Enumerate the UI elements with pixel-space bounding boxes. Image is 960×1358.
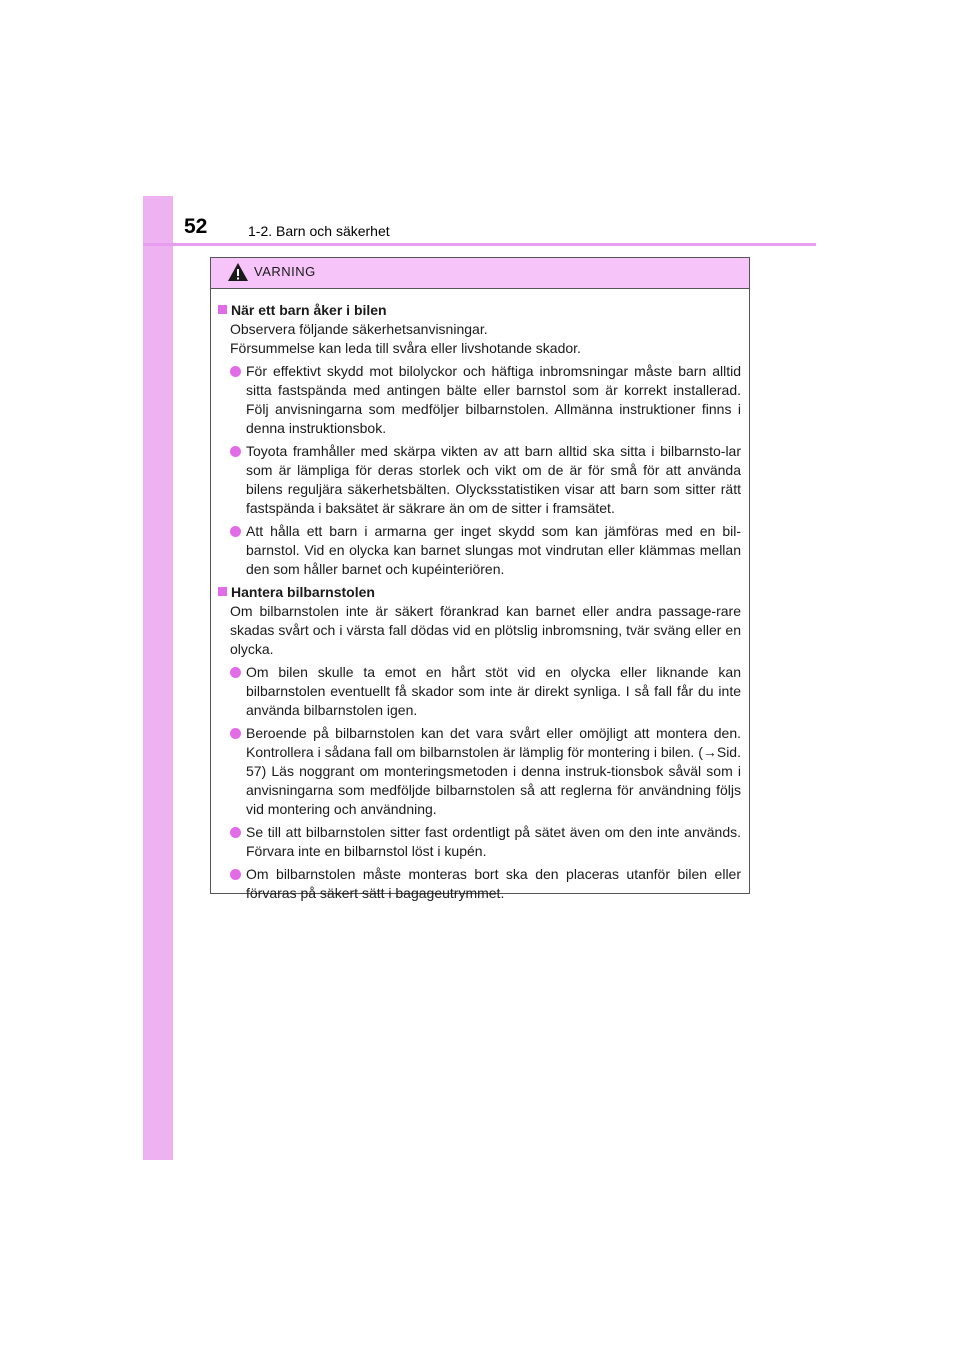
bullet-dot-icon (230, 366, 241, 377)
header-divider (143, 243, 816, 246)
section-heading-text: Hantera bilbarnstolen (231, 584, 375, 600)
bullet-dot-icon (230, 869, 241, 880)
list-item (230, 663, 741, 720)
list-item (230, 362, 741, 438)
warning-body (211, 289, 749, 903)
page-number: 52 (184, 215, 208, 238)
list-item (230, 823, 741, 861)
warning-title: VARNING (254, 264, 316, 279)
list-item-text: Om bilen skulle ta emot en hårt stöt vid en olycka eller liknande kan bilbarnstolen eventuellt få skador som inte är direkt synliga. I så fall får du inte använda bilbarnstolen igen. (246, 664, 741, 718)
list-item (230, 442, 741, 518)
bullet-dot-icon (230, 667, 241, 678)
square-bullet-icon (218, 587, 227, 596)
section-heading (218, 583, 741, 602)
intro-line: Om bilbarnstolen inte är säkert förankrad kan barnet eller andra passage-rare skadas svårt och i värsta fall dödas vid en plötslig inbromsning, tvär sväng eller en olycka. (230, 603, 741, 657)
warning-box (210, 257, 750, 901)
bullet-dot-icon (230, 446, 241, 457)
section-heading (218, 301, 741, 320)
square-bullet-icon (218, 305, 227, 314)
section-title: 1-2. Barn och säkerhet (248, 223, 390, 239)
list-item (230, 724, 741, 819)
side-tab-strip (143, 196, 173, 1160)
intro-line: Observera följande säkerhetsanvisningar. (230, 321, 488, 337)
list-item-text: Toyota framhåller med skärpa vikten av att barn alltid ska sitta i bilbarnsto-lar som är lämpliga för deras storlek och vikt om de är för små för att använda bilens reguljära säkerhetsbälten. Olycksstatistiken visar att barn som sitter rätt fastspända i baksätet är säkrare än om de sitter i framsätet. (246, 443, 741, 516)
intro-line: Försummelse kan leda till svåra eller livshotande skador. (230, 340, 581, 356)
list-item-text: För effektivt skydd mot bilolyckor och häftiga inbromsningar måste barn alltid sitta fastspända med antingen bälte eller barnstol som är korrekt installerad. Följ anvisningarna som medföljer bilbarnstolen. Allmänna instruktioner finns i denna instruktionsbok. (246, 363, 741, 436)
list-item (230, 865, 741, 903)
list-item-text: Se till att bilbarnstolen sitter fast ordentligt på sätet även om den inte används. Förvara inte en bilbarnstol löst i kupén. (246, 824, 741, 859)
list-item-text: Att hålla ett barn i armarna ger inget skydd som kan jämföras med en bil-barnstol. Vid en olycka kan barnet slungas mot vindrutan eller klämmas mellan den som håller barnet och kupéinteriören. (246, 523, 741, 577)
warning-header (211, 258, 749, 289)
warning-triangle-icon (227, 262, 249, 282)
bullet-dot-icon (230, 728, 241, 739)
section-heading-text: När ett barn åker i bilen (231, 302, 387, 318)
bullet-dot-icon (230, 827, 241, 838)
section-intro (230, 320, 741, 358)
bullet-dot-icon (230, 526, 241, 537)
list-item-text: Beroende på bilbarnstolen kan det vara svårt eller omöjligt att montera den. Kontrollera i sådana fall om bilbarnstolen är lämplig för montering i bilen. (→Sid. 57) Läs noggrant om monteringsmetoden i denna instruk-tionsbok såväl som i anvisningarna som medföljde bilbarnstolen så att reglerna för användning följs vid montering och användning. (246, 725, 741, 817)
list-item-text: Om bilbarnstolen måste monteras bort ska den placeras utanför bilen eller förvaras på säkert sätt i bagageutrymmet. (246, 866, 741, 901)
section-intro (230, 602, 741, 659)
list-item (230, 522, 741, 579)
